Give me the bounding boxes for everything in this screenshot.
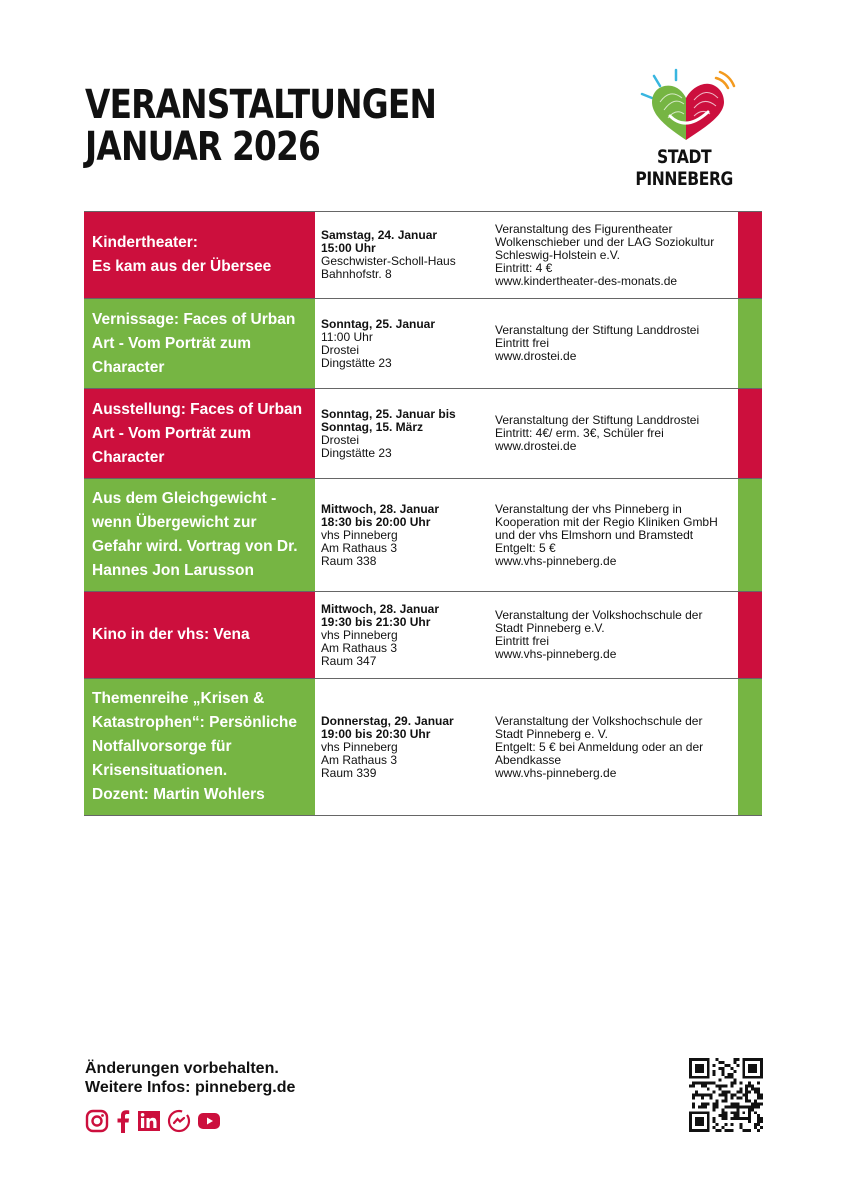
event-detail-line: Veranstaltung der Stiftung Landdrostei <box>495 413 700 427</box>
event-location: vhs Pinneberg <box>321 527 398 542</box>
event-color-bar <box>738 299 762 389</box>
event-detail-line: Veranstaltung der Volkshochschule der Stadt Pinneberg e.V. <box>495 608 703 635</box>
event-color-bar <box>738 212 762 299</box>
facebook-icon[interactable] <box>115 1109 131 1133</box>
event-color-bar <box>738 592 762 679</box>
event-title-line: Vernissage: Faces of Urban Art - Vom Porträt zum Character <box>92 310 296 376</box>
event-details <box>489 212 738 299</box>
event-color-bar <box>738 679 762 816</box>
event-location: Drostei <box>321 342 360 357</box>
event-title <box>84 679 315 816</box>
event-website-link[interactable]: www.drostei.de <box>495 439 577 453</box>
event-date: 19:00 bis 20:30 Uhr <box>321 726 431 741</box>
event-date: Mittwoch, 28. Januar <box>321 601 440 616</box>
event-location: Bahnhofstr. 8 <box>321 267 392 281</box>
qr-code[interactable] <box>689 1058 763 1132</box>
event-title-line: Kindertheater: <box>92 234 198 251</box>
fingerprint-heart-icon <box>638 66 748 146</box>
event-detail-line: Eintritt: 4€/ erm. 3€, Schüler frei <box>495 426 664 440</box>
event-date-location <box>315 299 489 389</box>
event-location: Drostei <box>321 432 360 447</box>
event-title <box>84 592 315 679</box>
page-title <box>85 84 436 168</box>
event-title-line: Ausstellung: Faces of Urban Art - Vom Porträt zum Character <box>92 400 303 466</box>
social-icons <box>85 1108 221 1134</box>
event-detail-line: Veranstaltung des Figurentheater Wolkenschieber und der LAG Soziokultur Schleswig-Holstein e.V. <box>495 221 715 262</box>
stadt-pinneberg-logo <box>612 66 772 190</box>
event-date: Samstag, 24. Januar <box>321 228 438 242</box>
event-website-link[interactable]: www.vhs-pinneberg.de <box>495 553 617 568</box>
events-table <box>84 211 762 816</box>
event-detail-line: Entgelt: 5 € <box>495 540 556 555</box>
event-website-link[interactable]: www.kindertheater-des-monats.de <box>495 273 678 288</box>
event-location: vhs Pinneberg <box>321 627 398 642</box>
event-row <box>84 592 762 679</box>
event-detail-line: Eintritt frei <box>495 336 550 350</box>
event-location: Raum 339 <box>321 765 377 780</box>
event-detail-line: Eintritt: 4 € <box>495 260 553 275</box>
event-details <box>489 299 738 389</box>
event-details <box>489 479 738 592</box>
event-title-line: Kino in der vhs: Vena <box>92 626 250 643</box>
footer-notes <box>85 1059 295 1097</box>
youtube-icon[interactable] <box>197 1109 221 1133</box>
event-color-bar <box>738 479 762 592</box>
event-title-line: Es kam aus der Übersee <box>92 258 272 275</box>
linkedin-icon[interactable] <box>137 1109 161 1133</box>
event-date: Mittwoch, 28. Januar <box>321 501 440 516</box>
event-date-location <box>315 212 489 299</box>
event-date: 15:00 Uhr <box>321 241 376 255</box>
title-line-1: VERANSTALTUNGEN <box>85 82 437 128</box>
event-row <box>84 389 762 479</box>
event-location: Raum 338 <box>321 553 377 568</box>
event-detail-line: Entgelt: 5 € bei Anmeldung oder an der Abendkasse <box>495 739 704 767</box>
event-location: Dingstätte 23 <box>321 355 392 370</box>
event-details <box>489 592 738 679</box>
event-title <box>84 212 315 299</box>
event-title <box>84 389 315 479</box>
event-location: Am Rathaus 3 <box>321 640 398 655</box>
event-location: Geschwister-Scholl-Haus <box>321 254 456 268</box>
event-website-link[interactable]: www.drostei.de <box>495 349 577 363</box>
event-location: 11:00 Uhr <box>321 329 373 344</box>
event-row <box>84 679 762 816</box>
event-title-line: Dozent: Martin Wohlers <box>92 786 265 803</box>
event-title <box>84 479 315 592</box>
footer-disclaimer: Änderungen vorbehalten. <box>85 1060 279 1077</box>
event-detail-line: Veranstaltung der Volkshochschule der Stadt Pinneberg e. V. <box>495 713 703 741</box>
event-date-location <box>315 592 489 679</box>
event-row <box>84 212 762 299</box>
event-title-line: Themenreihe „Krisen & Katastrophen“: Persönliche Notfallvorsorge für Krisensituationen. <box>92 690 297 779</box>
title-line-2: JANUAR 2026 <box>85 124 320 170</box>
event-location: Am Rathaus 3 <box>321 540 398 555</box>
event-date-location <box>315 479 489 592</box>
event-detail-line: Veranstaltung der vhs Pinneberg in Kooperation mit der Regio Kliniken GmbH und der vhs Elmshorn und Bramstedt <box>495 501 718 542</box>
event-date: 19:30 bis 21:30 Uhr <box>321 614 431 629</box>
event-row <box>84 479 762 592</box>
event-title <box>84 299 315 389</box>
event-date: Sonntag, 25. Januar <box>321 316 436 331</box>
footer-more-info: Weitere Infos: pinneberg.de <box>85 1079 296 1096</box>
messenger-icon[interactable] <box>167 1109 191 1133</box>
event-title-line: Aus dem Gleichgewicht - wenn Übergewicht zur Gefahr wird. Vortrag von Dr. Hannes Jon Larusson <box>92 490 298 579</box>
event-details <box>489 389 738 479</box>
qr-code-image <box>689 1058 763 1132</box>
event-date: Sonntag, 25. Januar bis Sonntag, 15. März <box>321 406 456 434</box>
event-location: Am Rathaus 3 <box>321 752 398 767</box>
event-color-bar <box>738 389 762 479</box>
event-detail-line: Eintritt frei <box>495 634 550 648</box>
event-website-link[interactable]: www.vhs-pinneberg.de <box>495 647 617 661</box>
event-detail-line: Veranstaltung der Stiftung Landdrostei <box>495 323 700 337</box>
event-location: Dingstätte 23 <box>321 445 392 460</box>
event-location: Raum 347 <box>321 653 377 668</box>
event-website-link[interactable]: www.vhs-pinneberg.de <box>495 765 617 780</box>
event-date: 18:30 bis 20:00 Uhr <box>321 514 431 529</box>
event-row <box>84 299 762 389</box>
event-location: vhs Pinneberg <box>321 739 398 754</box>
event-date-location <box>315 389 489 479</box>
event-date: Donnerstag, 29. Januar <box>321 713 454 728</box>
event-details <box>489 679 738 816</box>
instagram-icon[interactable] <box>85 1109 109 1133</box>
event-date-location <box>315 679 489 816</box>
logo-text: STADT PINNEBERG <box>635 146 733 190</box>
